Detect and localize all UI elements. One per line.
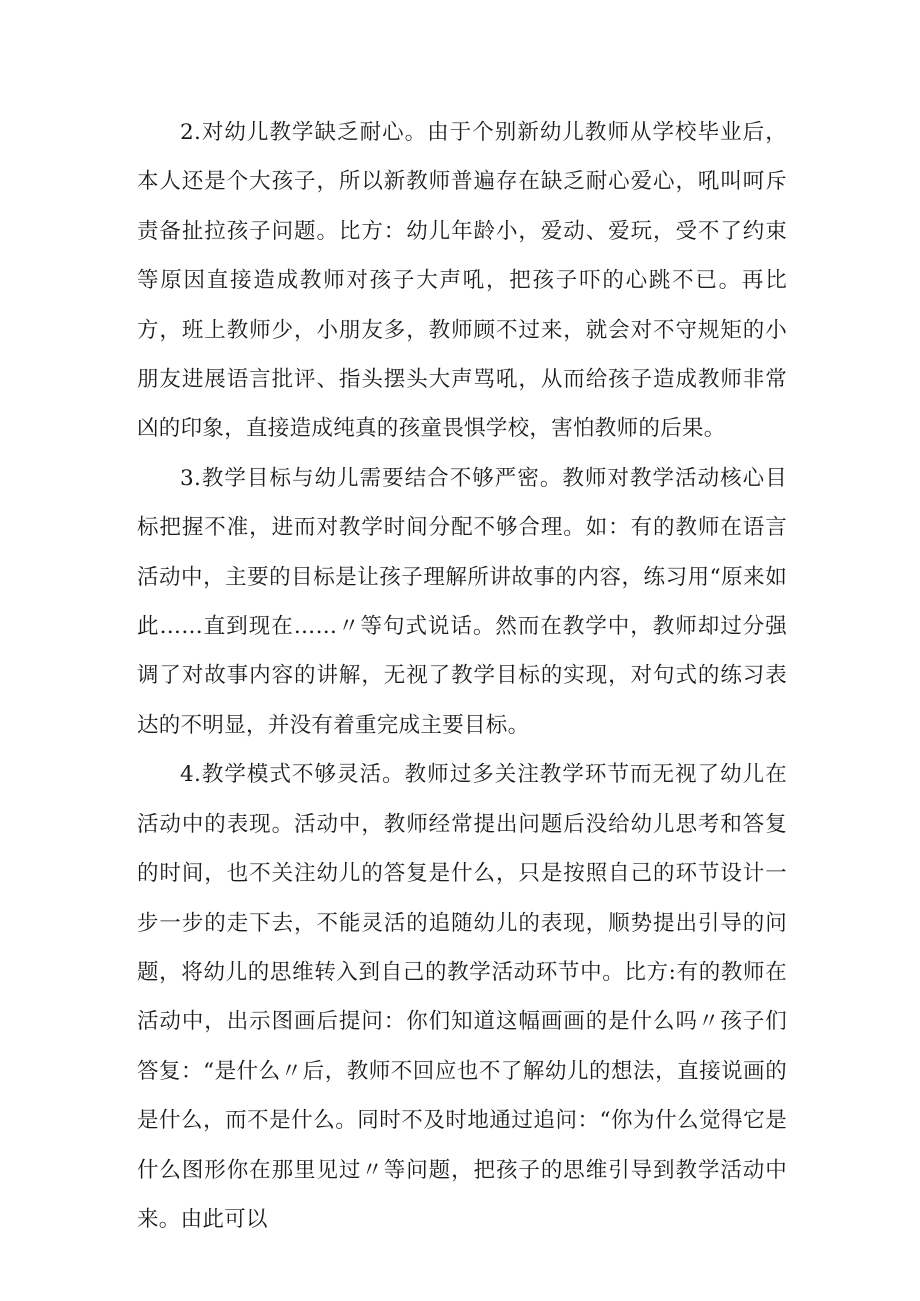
paragraph-item-4: 4.教学模式不够灵活。教师过多关注教学环节而无视了幼儿在活动中的表现。活动中，教师经常提出问题后没给幼儿思考和答复的时间，也不关注幼儿的答复是什么，只是按照自己的环节设计一步一步的走下去，不能灵活的追随幼儿的表现，顺势提出引导的问题，将幼儿的思维转入到自己的教学活动环节中。比方:有的教师在活动中，出示图画后提问：你们知道这幅画画的是什么吗〃孩子们答复：“是什么〃后，教师不回应也不了解幼儿的想法，直接说画的是什么，而不是什么。同时不及时地通过追问：“你为什么觉得它是什么图形你在那里见过〃等问题，把孩子的思维引导到教学活动中来。由此可以 bbox=[137, 762, 787, 1232]
paragraph-item-2: 2.对幼儿教学缺乏耐心。由于个别新幼儿教师从学校毕业后，本人还是个大孩子，所以新教师普遍存在缺乏耐心爱心，吼叫呵斥责备扯拉孩子问题。比方：幼儿年龄小，爱动、爱玩，受不了约束等原因直接造成教师对孩子大声吼，把孩子吓的心跳不已。再比方，班上教师少，小朋友多，教师顾不过来，就会对不守规矩的小朋友进展语言批评、指头摆头大声骂吼，从而给孩子造成教师非常凶的印象，直接造成纯真的孩童畏惧学校，害怕教师的后果。 bbox=[137, 120, 787, 442]
paragraph-item-3: 3.教学目标与幼儿需要结合不够严密。教师对教学活动核心目标把握不准，进而对教学时间分配不够合理。如：有的教师在语言活动中，主要的目标是让孩子理解所讲故事的内容，练习用“原来如此……直到现在……〃等句式说话。然而在教学中，教师却过分强调了对故事内容的讲解，无视了教学目标的实现，对句式的练习表达的不明显，并没有着重完成主要目标。 bbox=[137, 465, 787, 738]
document-body bbox=[137, 108, 787, 1244]
